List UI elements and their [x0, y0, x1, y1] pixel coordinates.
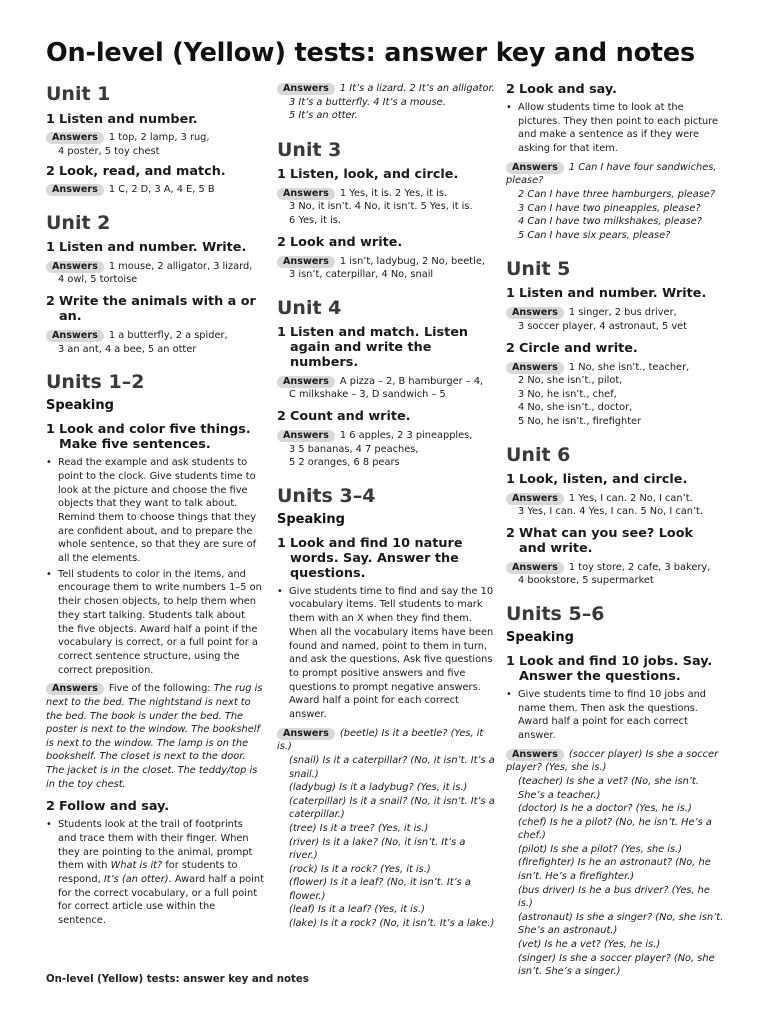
- instruction-item: • Allow students time to look at the pictures. They then point to each picture and make a sentence as if they were asking for that item.: [506, 101, 724, 156]
- answers-badge: Answers: [277, 728, 335, 740]
- exercise-heading: 2 Look and say.: [506, 82, 617, 97]
- instruction-list: [46, 456, 264, 677]
- exercise-heading: 1 Listen, look, and circle.: [277, 166, 459, 182]
- speaking-subheading: Speaking: [506, 629, 574, 645]
- answers-badge: Answers: [506, 562, 564, 574]
- unit-6-heading: Unit 6: [506, 443, 571, 466]
- instruction-item: • Tell students to color in the items, and encourage them to write numbers 1–5 on their chosen objects, to help them when they start talking. Students talk about the five objects. Award half a point if the vocabulary is correct, or a full point for a correct sentence structure, using the correct preposition.: [46, 568, 264, 678]
- exercise-heading: 1 Listen and match. Listen again and write the numbers.: [277, 324, 469, 370]
- answers-block: Answers 1 top, 2 lamp, 3 rug, 4 poster, 5 toy chest: [46, 131, 264, 158]
- unit-2-heading: Unit 2: [46, 211, 111, 234]
- unit-1-heading: Unit 1: [46, 83, 111, 105]
- answers-block: Answers 1 No, she isn’t., teacher, 2 No, she isn’t., pilot, 3 No, he isn’t., chef, 4 No, she isn’t., doctor, 5 No, he isn’t., firefighter: [506, 361, 724, 429]
- exercise-heading: 2 What can you see? Look and write.: [506, 525, 694, 556]
- answers-block: Answers (beetle) Is it a beetle? (Yes, it is.) (snail) Is it a caterpillar? (No, it isn’t. It’s a snail.) (ladybug) Is it a ladybug? (Yes, it is.) (caterpillar) Is it a snail? (No, it isn’t. It’s a caterpillar.) (tree) Is it a tree? (Yes, it is.) (river) Is it a lake? (No, it isn’t. It’s a river.) (rock) Is it a rock? (Yes, it is.) (flower) Is it a leaf? (No, it isn’t. It’s a flower.) (leaf) Is it a leaf? (Yes, it is.) (lake) Is it a rock? (No, it isn’t. It’s a lake.): [277, 727, 495, 930]
- exercise-heading: 2 Look, read, and match.: [46, 164, 226, 180]
- instruction-list: [46, 818, 264, 928]
- exercise-heading: 2 Count and write.: [277, 408, 411, 424]
- answers-badge: Answers: [277, 256, 335, 268]
- answers-block: Answers 1 toy store, 2 cafe, 3 bakery, 4 bookstore, 5 supermarket: [506, 561, 724, 588]
- answers-badge: Answers: [506, 493, 564, 505]
- exercise-heading: 1 Listen and number.: [46, 112, 198, 127]
- answers-block: Answers 1 Yes, it is. 2 Yes, it is. 3 No, it isn’t. 4 No, it isn’t. 5 Yes, it is. 6 Yes, it is.: [277, 187, 495, 228]
- exercise-heading: 1 Look, listen, and circle.: [506, 471, 688, 487]
- page-footer: On-level (Yellow) tests: answer key and notes: [46, 974, 309, 985]
- units-5-6-heading: Units 5–6: [506, 602, 605, 625]
- exercise-heading: 2 Look and write.: [277, 234, 403, 250]
- exercise-heading: 2 Follow and say.: [46, 799, 170, 815]
- answers-block: Answers 1 mouse, 2 alligator, 3 lizard, 4 owl, 5 tortoise: [46, 260, 264, 287]
- speaking-subheading: Speaking: [277, 511, 345, 527]
- exercise-heading: 1 Look and find 10 nature words. Say. Answer the questions.: [277, 535, 463, 581]
- answers-badge: Answers: [46, 330, 104, 342]
- answers-badge: Answers: [506, 362, 564, 374]
- answers-block: Answers A pizza – 2, B hamburger – 4, C milkshake – 3, D sandwich – 5: [277, 375, 495, 402]
- instruction-item: • Students look at the trail of footprints and trace them with their finger. When they are pointing to the animal, prompt them with What is it? for students to respond, It’s (an otter). Award half a point for the correct vocabulary, or a full point for correct article use within the sentence.: [46, 818, 264, 928]
- answers-badge: Answers: [506, 749, 564, 761]
- answers-badge: Answers: [277, 83, 335, 95]
- exercise-heading: 2 Circle and write.: [506, 340, 638, 356]
- exercise-heading: 1 Look and color five things. Make five sentences.: [46, 422, 251, 453]
- exercise-heading: 2 Write the animals with a or an.: [46, 293, 256, 324]
- answers-badge: Answers: [277, 430, 335, 442]
- answers-block: Answers 1 6 apples, 2 3 pineapples, 3 5 bananas, 4 7 peaches, 5 2 oranges, 6 8 pears: [277, 429, 495, 470]
- exercise-heading: 1 Listen and number. Write.: [46, 239, 247, 255]
- instruction-item: • Give students time to find and say the 10 vocabulary items. Tell students to mark them with an X when they find them. When all the vocabulary items have been found and named, point to them in turn, and ask the questions. Ask five questions to prompt positive answers and five questions to prompt negative answers. Award half a point for each correct answer.: [277, 585, 495, 722]
- column-2: [277, 82, 495, 931]
- answers-block: Answers 1 a butterfly, 2 a spider, 3 an ant, 4 a bee, 5 an otter: [46, 329, 264, 356]
- unit-5-heading: Unit 5: [506, 258, 571, 281]
- answers-block: Answers 1 Can I have four sandwiches, please? 2 Can I have three hamburgers, please? 3 Can I have two pineapples, please? 4 Can I have two milkshakes, please? 5 Can I have six pears, please?: [506, 161, 717, 241]
- column-1: [46, 82, 264, 928]
- page-title: On-level (Yellow) tests: answer key and notes: [46, 38, 695, 68]
- instruction-item: • Read the example and ask students to point to the clock. Give students time to look at the picture and choose the five objects that they want to talk about. Remind them to choose things that they are confident about, and to prepare the whole sentence, so that they are sure of all the elements.: [46, 456, 264, 566]
- answers-block: Answers 1 singer, 2 bus driver, 3 soccer player, 4 astronaut, 5 vet: [506, 306, 724, 333]
- answers-badge: Answers: [506, 307, 564, 319]
- answers-badge: Answers: [277, 188, 335, 200]
- answers-badge: Answers: [46, 683, 104, 695]
- exercise-heading: 1 Look and find 10 jobs. Say. Answer the questions.: [506, 653, 713, 684]
- instruction-list: [506, 688, 724, 743]
- instruction-item: • Give students time to find 10 jobs and name them. Then ask the questions. Award half a point for each correct answer.: [506, 688, 724, 743]
- answers-badge: Answers: [46, 132, 104, 144]
- units-1-2-heading: Units 1–2: [46, 371, 145, 394]
- answers-badge: Answers: [46, 184, 104, 196]
- speaking-subheading: Speaking: [46, 398, 114, 414]
- units-3-4-heading: Units 3–4: [277, 484, 376, 507]
- unit-3-heading: Unit 3: [277, 138, 342, 161]
- answers-badge: Answers: [277, 376, 335, 388]
- answers-badge: Answers: [46, 261, 104, 273]
- answers-badge: Answers: [506, 162, 564, 174]
- answers-block: Answers 1 Yes, I can. 2 No, I can’t. 3 Yes, I can. 4 Yes, I can. 5 No, I can’t.: [506, 492, 724, 519]
- exercise-heading: 1 Listen and number. Write.: [506, 286, 707, 302]
- answers-block: Answers Five of the following: The rug is next to the bed. The nightstand is next to the bed. The book is under the bed. The poster is next to the window. The bookshelf is next to the window. The lamp is on the bookshelf. The closet is next to the door. The jacket is in the closet. The teddy/top is in the toy chest.: [46, 683, 263, 790]
- answers-block: Answers 1 It’s a lizard. 2 It’s an alligator. 3 It’s a butterfly. 4 It’s a mouse. 5 It’s an otter.: [277, 82, 495, 123]
- unit-4-heading: Unit 4: [277, 296, 342, 319]
- instruction-list: [506, 101, 724, 156]
- answers-block: Answers 1 C, 2 D, 3 A, 4 E, 5 B: [46, 183, 264, 197]
- instruction-list: [277, 585, 495, 722]
- answers-block: Answers 1 isn’t, ladybug, 2 No, beetle, 3 isn’t, caterpillar, 4 No, snail: [277, 255, 495, 282]
- column-3: [506, 82, 724, 979]
- answers-block: Answers (soccer player) Is she a soccer player? (Yes, she is.) (teacher) Is she a vet? (No, she isn’t. She’s a teacher.) (doctor) Is he a doctor? (Yes, he is.) (chef) Is he a pilot? (No, he isn’t. He’s a chef.) (pilot) Is she a pilot? (Yes, she is.) (firefighter) Is he an astronaut? (No, he isn’t. He’s a firefighter.) (bus driver) Is he a bus driver? (Yes, he is.) (astronaut) Is she a singer? (No, she isn’t. She’s an astronaut.) (vet) Is he a vet? (Yes, he is.) (singer) Is she a soccer player? (No, she isn’t. She’s a singer.): [506, 748, 724, 978]
